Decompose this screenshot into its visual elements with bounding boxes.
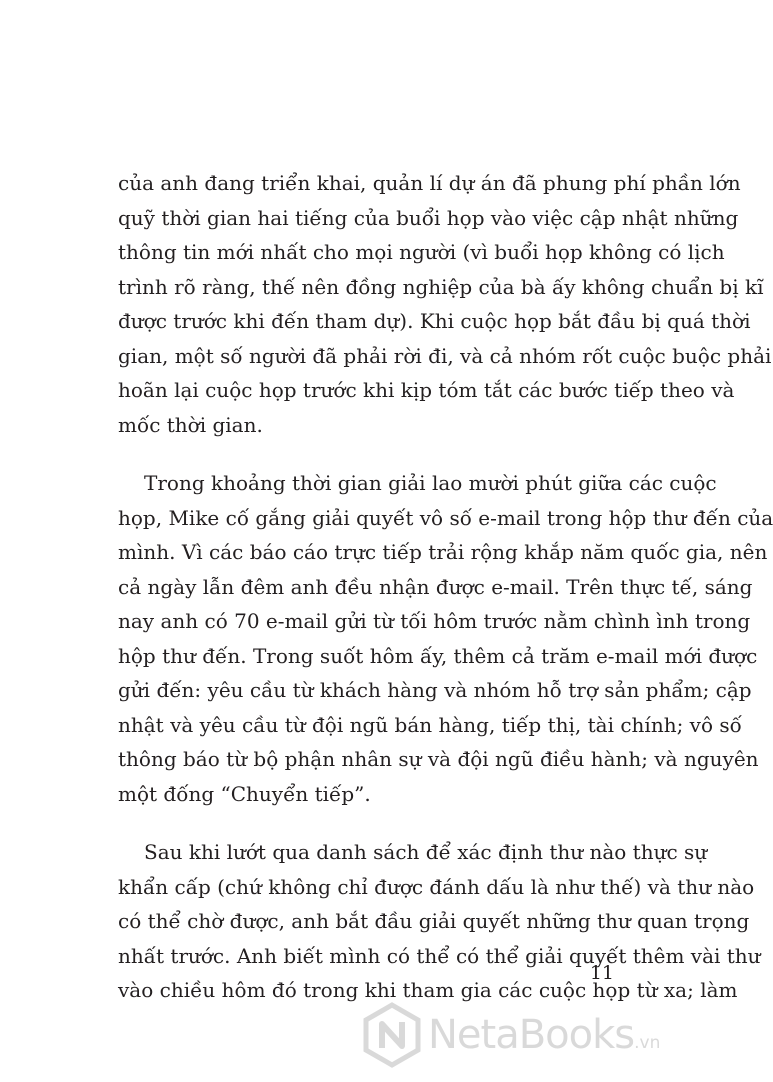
text-line: Sau khi lướt qua danh sách để xác định thư nào thực sự bbox=[144, 840, 708, 864]
text-line: trình rõ ràng, thế nên đồng nghiệp của bà ấy không chuẩn bị kĩ bbox=[118, 274, 764, 299]
text-line: họp, Mike cố gắng giải quyết vô số e-mail trong hộp thư đến của bbox=[118, 505, 773, 530]
text-line: nay anh có 70 e-mail gửi từ tối hôm trước nằm chình ình trong bbox=[118, 609, 751, 633]
text-line: vào chiều hôm đó trong khi tham gia các cuộc họp từ xa; làm bbox=[118, 978, 738, 1002]
watermark-suffix: .vn bbox=[634, 1033, 661, 1053]
text-line: hoãn lại cuộc họp trước khi kịp tóm tắt các bước tiếp theo và bbox=[118, 378, 735, 402]
text-line: hộp thư đến. Trong suốt hôm ấy, thêm cả trăm e-mail mới được bbox=[118, 643, 758, 668]
text-line: gửi đến: yêu cầu từ khách hàng và nhóm hỗ trợ sản phẩm; cập bbox=[118, 678, 752, 702]
text-line: của anh đang triển khai, quản lí dự án đã phung phí phần lớn bbox=[118, 171, 741, 195]
text-line: Trong khoảng thời gian giải lao mười phút giữa các cuộc bbox=[144, 471, 717, 495]
text-line: nhật và yêu cầu từ đội ngũ bán hàng, tiếp thị, tài chính; vô số bbox=[118, 712, 742, 737]
text-line: mốc thời gian. bbox=[118, 412, 263, 437]
text-line: thông tin mới nhất cho mọi người (vì buổi họp không có lịch bbox=[118, 240, 725, 264]
watermark bbox=[362, 1000, 692, 1072]
text-line: được trước khi đến tham dự). Khi cuộc họp bắt đầu bị quá thời bbox=[118, 309, 751, 333]
paragraph-2 bbox=[118, 466, 773, 811]
body-text bbox=[118, 166, 773, 1008]
netabooks-logo-icon bbox=[362, 1002, 422, 1068]
page-number: 11 bbox=[589, 962, 614, 984]
text-line: một đống “Chuyển tiếp”. bbox=[118, 781, 371, 806]
text-line: khẩn cấp (chứ không chỉ được đánh dấu là như thế) và thư nào bbox=[118, 874, 755, 899]
watermark-brand: NetaBooks bbox=[428, 1012, 635, 1058]
text-line: nhất trước. Anh biết mình có thể có thể giải quyết thêm vài thư bbox=[118, 943, 761, 968]
text-line: gian, một số người đã phải rời đi, và cả nhóm rốt cuộc buộc phải bbox=[118, 343, 772, 368]
text-line: mình. Vì các báo cáo trực tiếp trải rộng khắp năm quốc gia, nên bbox=[118, 540, 768, 564]
paragraph-1 bbox=[118, 166, 772, 442]
watermark-text bbox=[428, 1012, 660, 1058]
text-line: quỹ thời gian hai tiếng của buổi họp vào việc cập nhật những bbox=[118, 205, 739, 230]
paragraph-3 bbox=[118, 835, 761, 1008]
text-line: cả ngày lẫn đêm anh đều nhận được e-mail. Trên thực tế, sáng bbox=[118, 574, 753, 599]
text-line: có thể chờ được, anh bắt đầu giải quyết những thư quan trọng bbox=[118, 909, 750, 933]
text-line: thông báo từ bộ phận nhân sự và đội ngũ điều hành; và nguyên bbox=[118, 747, 759, 771]
